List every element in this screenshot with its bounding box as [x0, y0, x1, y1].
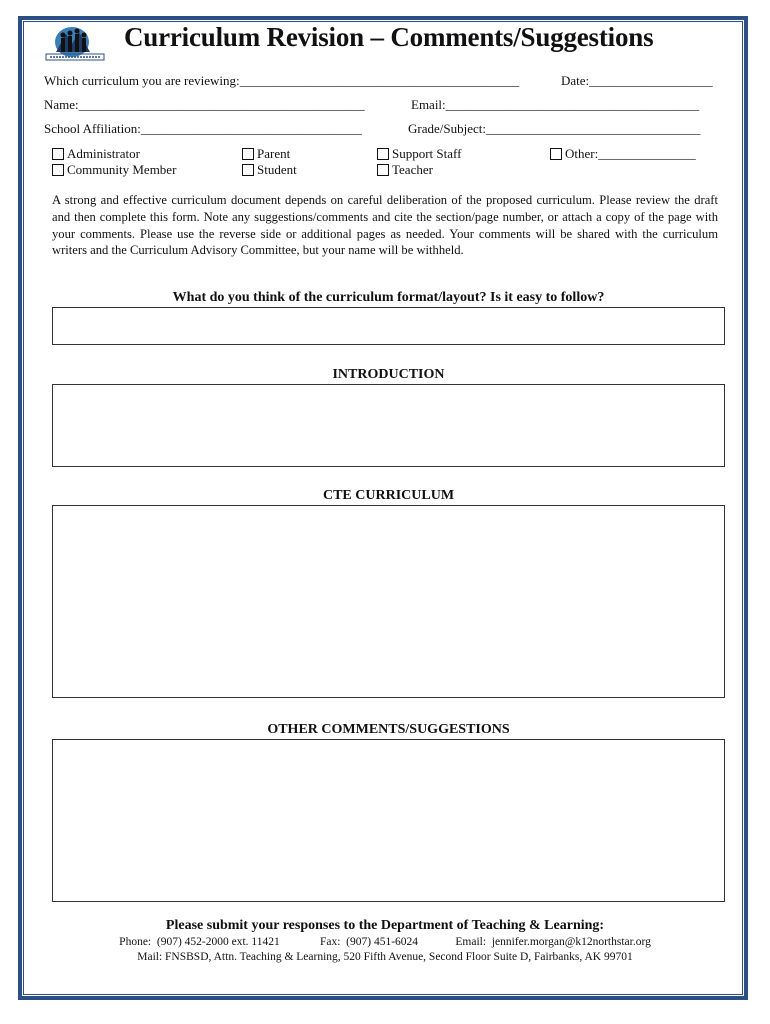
teacher-label: Teacher [392, 162, 433, 177]
contact-info: Phone: (907) 452-2000 ext. 11421 Fax: (907) 451-6024 Email: jennifer.morgan@k12northstar.org [119, 936, 651, 948]
administrator-label: Administrator [67, 146, 140, 161]
teacher-option[interactable] [377, 162, 433, 178]
name-field[interactable]: Name:____________________________________________ [44, 97, 365, 112]
mailing-address: Mail: FNSBSD, Attn. Teaching & Learning, 520 Fifth Avenue, Second Floor Suite D, Fairbanks, AK 99701 [137, 951, 633, 963]
date-field[interactable]: Date:___________________ [561, 73, 713, 88]
other-comments-heading: OTHER COMMENTS/SUGGESTIONS [267, 722, 510, 737]
other-label: Other:_______________ [565, 146, 696, 161]
other-checkbox[interactable] [550, 148, 562, 160]
cte-curriculum-comment-box[interactable] [52, 505, 725, 698]
student-option[interactable] [242, 162, 297, 178]
support-staff-label: Support Staff [392, 146, 462, 161]
student-checkbox[interactable] [242, 164, 254, 176]
introduction-comment-box[interactable] [52, 384, 725, 467]
parent-checkbox[interactable] [242, 148, 254, 160]
curriculum-field[interactable]: Which curriculum you are reviewing:___________________________________________ [44, 73, 520, 88]
support-staff-checkbox[interactable] [377, 148, 389, 160]
administrator-checkbox[interactable] [52, 148, 64, 160]
email-field[interactable]: Email:_______________________________________ [411, 97, 700, 112]
instructions-paragraph: A strong and effective curriculum document depends on careful deliberation of the proposed curriculum. Please review the draft and then complete this form. Note any suggestions/comments and cite the section/page number, or attach a copy of the page with your comments. Please use the reverse side or additional pages as needed. Your comments will be shared with the curriculum writers and the Curriculum Advisory Committee, but your name will be withheld. [52, 193, 718, 258]
grade-subject-field[interactable]: Grade/Subject:_________________________________ [408, 121, 701, 136]
community-member-label: Community Member [67, 162, 177, 177]
other-option[interactable] [550, 146, 696, 162]
parent-label: Parent [257, 146, 291, 161]
teacher-checkbox[interactable] [377, 164, 389, 176]
parent-option[interactable] [242, 146, 290, 162]
submit-instructions: Please submit your responses to the Department of Teaching & Learning: [165, 918, 605, 933]
page-title: Curriculum Revision – Comments/Suggestions [124, 22, 654, 52]
format-question-heading: What do you think of the curriculum format/layout? Is it easy to follow? [172, 290, 605, 305]
community-member-option[interactable] [52, 162, 176, 178]
introduction-heading: INTRODUCTION [332, 367, 445, 382]
cte-curriculum-heading: CTE CURRICULUM [322, 488, 455, 503]
student-label: Student [257, 162, 297, 177]
format-comment-box[interactable] [52, 307, 725, 345]
community-member-checkbox[interactable] [52, 164, 64, 176]
school-affiliation-field[interactable]: School Affiliation:__________________________________ [44, 121, 362, 136]
district-logo [44, 22, 106, 62]
other-comments-box[interactable] [52, 739, 725, 902]
administrator-option[interactable] [52, 146, 140, 162]
support-staff-option[interactable] [377, 146, 461, 162]
